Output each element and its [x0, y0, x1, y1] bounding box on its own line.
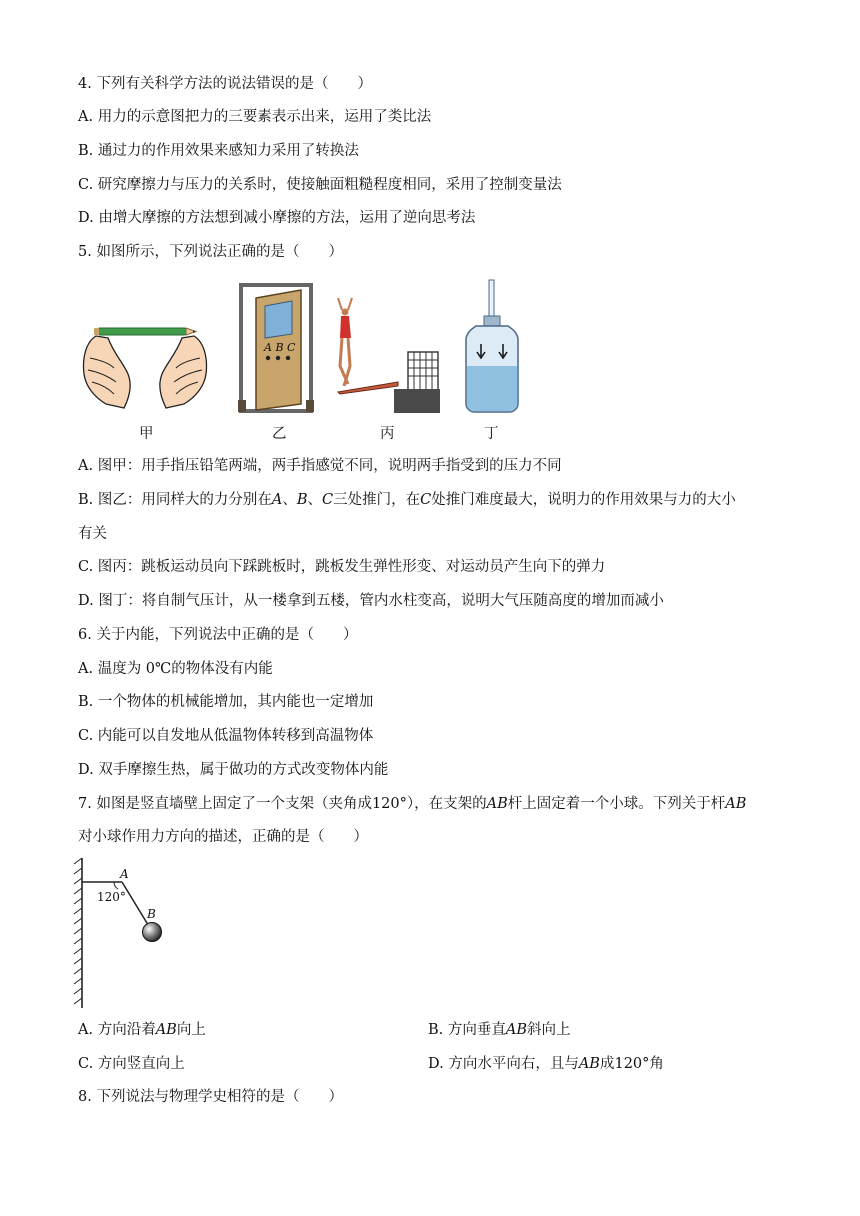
q5-option-d: D. 图丁：将自制气压计，从一楼拿到五楼，管内水柱变高，说明大气压随高度的增加而减小: [78, 593, 664, 609]
q4-stem: 4. 下列有关科学方法的说法错误的是（ ）: [78, 76, 372, 92]
q5-option-a: A. 图甲：用手指压铅笔两端，两手指感觉不同，说明两手指受到的压力不同: [78, 458, 562, 474]
q6-option-a: A. 温度为 0℃的物体没有内能: [78, 661, 273, 677]
q7-option-b: B. 方向垂直AB斜向上: [428, 1022, 571, 1038]
q8-stem: 8. 下列说法与物理学史相符的是（ ）: [78, 1089, 343, 1105]
q7-option-c: C. 方向竖直向上: [78, 1056, 185, 1072]
q4-option-a: A. 用力的示意图把力的三要素表示出来，运用了类比法: [78, 109, 432, 125]
door-figure: [238, 282, 316, 416]
q7-option-d: D. 方向水平向右，且与AB成120°角: [428, 1056, 664, 1072]
q5-stem: 5. 如图所示，下列说法正确的是（ ）: [78, 244, 343, 260]
q6-stem: 6. 关于内能，下列说法中正确的是（ ）: [78, 627, 358, 643]
bracket-ball-figure: [70, 856, 170, 1012]
q6-option-c: C. 内能可以自发地从低温物体转移到高温物体: [78, 728, 374, 744]
q5-option-b-line1: B. 图乙：用同样大的力分别在A、B、C三处推门，在C处推门难度最大，说明力的作用效果与力的大小: [78, 492, 736, 508]
diver-figure: [334, 296, 442, 416]
q6-option-b: B. 一个物体的机械能增加，其内能也一定增加: [78, 694, 374, 710]
q7-option-a: A. 方向沿着AB向上: [78, 1022, 206, 1038]
point-b-label: B: [147, 907, 156, 921]
q7-stem-line1: 7. 如图是竖直墙壁上固定了一个支架（夹角成120°），在支架的AB杆上固定着一个小球。下列关于杆AB: [78, 796, 747, 812]
q5-option-c: C. 图丙：跳板运动员向下踩跳板时，跳板发生弹性形变、对运动员产生向下的弹力: [78, 559, 606, 575]
caption-yi: 乙: [272, 426, 287, 442]
angle-label: 120°: [97, 890, 126, 904]
door-abc-label: A B C: [264, 341, 296, 354]
q7-stem-line2: 对小球作用力方向的描述，正确的是（ ）: [78, 829, 368, 845]
point-a-label: A: [120, 867, 129, 881]
q4-option-c: C. 研究摩擦力与压力的关系时，使接触面粗糙程度相同，采用了控制变量法: [78, 177, 562, 193]
caption-jia: 甲: [139, 426, 154, 442]
caption-bing: 丙: [380, 426, 395, 442]
pencil-hands-figure: [78, 318, 213, 414]
q4-option-d: D. 由增大摩擦的方法想到减小摩擦的方法，运用了逆向思考法: [78, 210, 476, 226]
caption-ding: 丁: [484, 426, 499, 442]
barometer-bottle-figure: [462, 278, 522, 414]
q6-option-d: D. 双手摩擦生热，属于做功的方式改变物体内能: [78, 762, 389, 778]
q4-option-b: B. 通过力的作用效果来感知力采用了转换法: [78, 143, 359, 159]
q5-option-b-line2: 有关: [78, 526, 107, 542]
